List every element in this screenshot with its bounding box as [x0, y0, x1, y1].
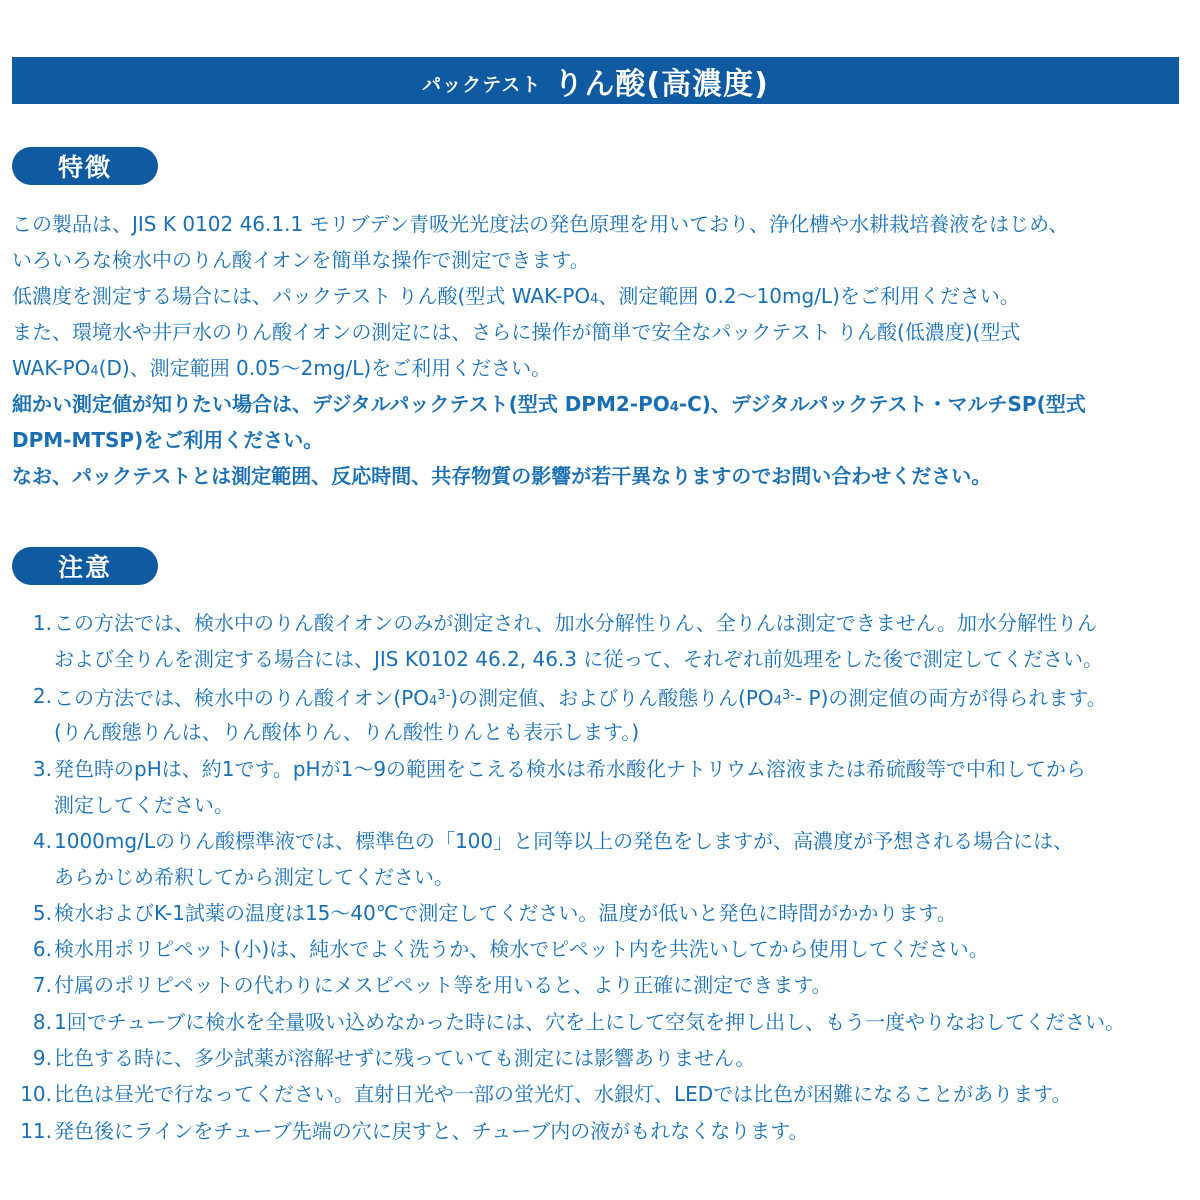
subscript: 4 [669, 400, 679, 415]
note-item [12, 1044, 52, 1072]
note-text: (りん酸態りんは、りん酸体りん、りん酸性りんとも表示します。) [54, 720, 640, 744]
superscript: 3- [781, 688, 795, 703]
note-text: および全りんを測定する場合には、JIS K0102 46.2, 46.3 に従って、それぞれ前処理をした後で測定してください。 [54, 647, 1103, 671]
notes-heading: 注意 [12, 547, 158, 585]
text-fragment: - P)の測定値の両方が得られます。 [794, 686, 1107, 710]
features-heading: 特徴 [12, 147, 158, 185]
note-text: 1000mg/Lのりん酸標準液では、標準色の「100」と同等以上の発色をしますが、高濃度が予想される場合には、 [54, 829, 1074, 853]
note-item [12, 971, 52, 999]
note-item [12, 1117, 52, 1145]
note-item [12, 827, 52, 855]
product-line-label: パックテスト [422, 74, 542, 96]
note-text: 付属のポリピペットの代わりにメスピペット等を用いると、より正確に測定できます。 [54, 973, 832, 997]
subscript: 4 [590, 292, 599, 307]
note-number: 1. [32, 611, 52, 635]
features-bold-line: DPM-MTSP)をご利用ください。 [12, 428, 324, 452]
text-fragment: )の測定値、およびりん酸態りん(PO [450, 686, 774, 710]
note-text: この方法では、検水中のりん酸イオンのみが測定され、加水分解性りん、全りんは測定できません。加水分解性りん [54, 611, 1097, 635]
note-text: 検水およびK-1試薬の温度は15～40℃で測定してください。温度が低いと発色に時間がかかります。 [54, 901, 957, 925]
note-item [12, 899, 52, 927]
note-number: 7. [32, 973, 52, 997]
note-text: 測定してください。 [54, 793, 234, 817]
note-text: 検水用ポリピペット(小)は、純水でよく洗うか、検水でピペット内を共洗いしてから使用してください。 [54, 937, 989, 961]
features-bold-line [12, 390, 1086, 422]
features-text-line [12, 282, 1020, 314]
note-item [12, 609, 52, 637]
features-bold-line: なお、パックテストとは測定範囲、反応時間、共存物質の影響が若干異なりますのでお問い合わせください。 [12, 464, 992, 488]
note-item [12, 682, 52, 710]
subscript: 4 [429, 694, 438, 709]
note-number: 2. [32, 684, 52, 708]
note-number: 5. [32, 901, 52, 925]
text-fragment: この方法では、検水中のりん酸イオン(PO [54, 686, 430, 710]
subscript: 4 [773, 694, 782, 709]
product-title: りん酸(高濃度) [553, 66, 769, 102]
note-number: 9. [32, 1046, 52, 1070]
note-text: あらかじめ希釈してから測定してください。 [54, 865, 454, 889]
text-fragment: WAK-PO [12, 356, 91, 380]
subscript: 4 [90, 364, 99, 379]
title-bar [12, 57, 1179, 104]
text-fragment: 低濃度を測定する場合には、パックテスト りん酸(型式 WAK-PO [12, 284, 591, 308]
superscript: 3- [437, 688, 451, 703]
features-text-line: この製品は、JIS K 0102 46.1.1 モリブデン青吸光光度法の発色原理を用いており、浄化槽や水耕栽培養液をはじめ、 [12, 212, 1069, 236]
note-number: 4. [32, 829, 52, 853]
note-item [12, 1080, 52, 1108]
note-text: 1回でチューブに検水を全量吸い込めなかった時には、穴を上にして空気を押し出し、もう一度やりなおしてください。 [54, 1010, 1126, 1034]
features-text-line [12, 354, 551, 386]
note-text: 発色時のpHは、約1です。pHが1～9の範囲をこえる検水は希水酸化ナトリウム溶液または希硫酸等で中和してから [54, 757, 1086, 781]
text-fragment: -C)、デジタルパックテスト・マルチSP(型式 [678, 392, 1086, 416]
note-number: 6. [32, 937, 52, 961]
features-text-line: いろいろな検水中のりん酸イオンを簡単な操作で測定できます。 [12, 248, 590, 272]
note-text [54, 682, 1107, 716]
note-number: 8. [32, 1010, 52, 1034]
note-item [12, 755, 52, 783]
text-fragment: 細かい測定値が知りたい場合は、デジタルパックテスト(型式 DPM2-PO [12, 392, 670, 416]
note-item [12, 1008, 52, 1036]
note-text: 比色は昼光で行なってください。直射日光や一部の蛍光灯、水銀灯、LEDでは比色が困難になることがあります。 [54, 1082, 1072, 1106]
note-text: 発色後にラインをチューブ先端の穴に戻すと、チューブ内の液がもれなくなります。 [54, 1119, 809, 1143]
note-text: 比色する時に、多少試薬が溶解せずに残っていても測定には影響ありません。 [54, 1046, 756, 1070]
note-number: 3. [32, 757, 52, 781]
features-text-line: また、環境水や井戸水のりん酸イオンの測定には、さらに操作が簡単で安全なパックテスト りん酸(低濃度)(型式 [12, 320, 1021, 344]
note-number: 11. [20, 1119, 52, 1143]
note-number: 10. [20, 1082, 52, 1106]
note-item [12, 935, 52, 963]
text-fragment: 、測定範囲 0.2～10mg/L)をご利用ください。 [598, 284, 1020, 308]
text-fragment: (D)、測定範囲 0.05～2mg/L)をご利用ください。 [98, 356, 552, 380]
